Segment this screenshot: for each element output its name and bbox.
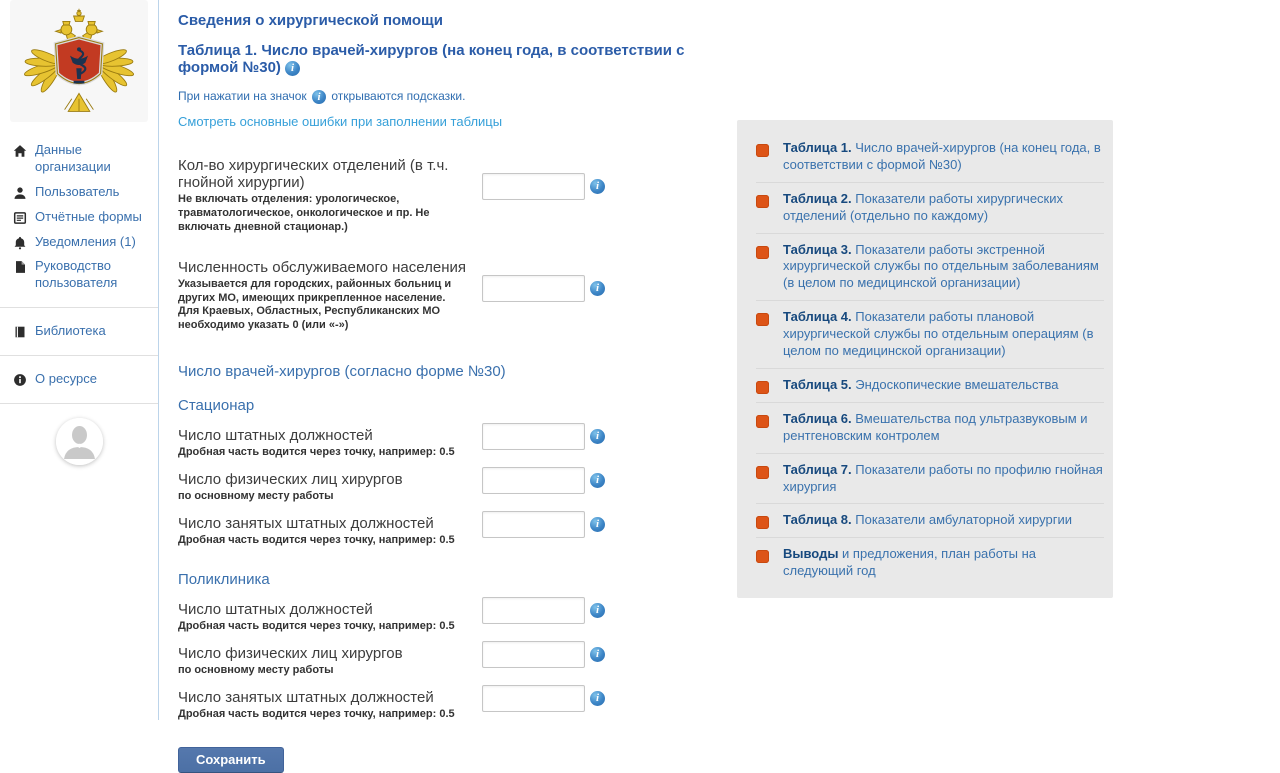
- group-title-stationar: Стационар: [178, 397, 255, 415]
- info-icon: i: [312, 90, 326, 104]
- field-label: Число занятых штатных должностей: [178, 688, 434, 706]
- sidebar-item-about[interactable]: [0, 367, 158, 392]
- panel-item-label: Таблица 8. Показатели амбулаторной хирургии: [783, 512, 1073, 528]
- main-content: [159, 0, 719, 768]
- panel-separator: [756, 182, 1104, 183]
- info-icon[interactable]: i: [590, 281, 605, 296]
- field-input-group: [482, 641, 605, 678]
- field-input-group: [482, 423, 605, 460]
- field-label-block: [178, 515, 482, 548]
- field-label: Кол-во хирургических отделений (в т.ч. гнойной хирургии): [178, 156, 449, 191]
- table-1-title: [178, 42, 719, 76]
- orange-bullet-icon: [756, 313, 769, 326]
- home-icon: [13, 144, 27, 158]
- field-label-block: [178, 601, 482, 634]
- sidebar-item-label: Отчётные формы: [35, 208, 142, 224]
- person-silhouette-icon: [56, 418, 103, 465]
- panel-item-label: Таблица 5. Эндоскопические вмешательства: [783, 376, 1059, 392]
- panel-item-table-4[interactable]: [737, 303, 1113, 366]
- stationar-staff-positions-input[interactable]: [482, 423, 585, 450]
- panel-item-table-1[interactable]: [737, 134, 1113, 180]
- field-label-block: [178, 689, 482, 722]
- policlinic-staff-positions-input[interactable]: [482, 597, 585, 624]
- panel-separator: [756, 233, 1104, 234]
- orange-bullet-icon: [756, 381, 769, 394]
- sidebar-main-menu: [0, 138, 158, 296]
- field-hint: Дробная часть водится через точку, например: 0.5: [178, 534, 455, 547]
- stationar-physical-surgeons-input[interactable]: [482, 467, 585, 494]
- field-hint: по основному месту работы: [178, 664, 334, 677]
- sidebar-item-notifications[interactable]: [0, 230, 158, 255]
- sidebar: [0, 0, 159, 720]
- sidebar-item-library[interactable]: [0, 319, 158, 344]
- form-row-policlinic-staff-positions: [178, 601, 719, 634]
- field-label: Численность обслуживаемого населения: [178, 258, 466, 276]
- orange-bullet-icon: [756, 195, 769, 208]
- surgeons-count-section-title: Число врачей-хирургов (согласно форме №30): [178, 363, 506, 381]
- panel-separator: [756, 402, 1104, 403]
- panel-item-table-8[interactable]: [737, 506, 1113, 535]
- panel-item-label: Выводы и предложения, план работы на следующий год: [783, 546, 1036, 579]
- panel-item-label: Таблица 2. Показатели работы хирургических отделений (отдельно по каждому): [783, 190, 1063, 223]
- sidebar-item-label: Данные организации: [35, 142, 111, 174]
- field-hint: Дробная часть водится через точку, например: 0.5: [178, 707, 455, 720]
- tip-text-before: При нажатии на значок: [178, 89, 307, 103]
- user-avatar[interactable]: [56, 418, 103, 465]
- field-label: Число штатных должностей: [178, 600, 373, 618]
- field-label: Число штатных должностей: [178, 427, 373, 445]
- ministry-of-health-emblem: [10, 0, 148, 122]
- save-button[interactable]: Сохранить: [178, 747, 284, 773]
- sidebar-item-report-forms[interactable]: [0, 205, 158, 230]
- stationar-occupied-positions-input[interactable]: [482, 511, 585, 538]
- sidebar-item-label: Руководство пользователя: [35, 258, 118, 291]
- page-title: Сведения о хирургической помощи: [178, 12, 443, 29]
- field-label: Число физических лиц хирургов: [178, 644, 403, 662]
- panel-item-table-5[interactable]: [737, 371, 1113, 400]
- sidebar-item-label: Уведомления (1): [35, 233, 136, 249]
- panel-item-table-7[interactable]: [737, 456, 1113, 502]
- sidebar-about-menu: [0, 367, 158, 392]
- tables-navigation-panel: [737, 120, 1113, 598]
- form-groups: [178, 397, 719, 722]
- form-top-rows: [178, 157, 719, 333]
- orange-bullet-icon: [756, 466, 769, 479]
- sidebar-library-menu: [0, 319, 158, 344]
- form-row-policlinic-occupied-positions: [178, 689, 719, 722]
- info-icon[interactable]: i: [590, 603, 605, 618]
- field-hint: Дробная часть водится через точку, например: 0.5: [178, 446, 455, 459]
- user-icon: [13, 186, 27, 200]
- policlinic-occupied-positions-input[interactable]: [482, 685, 585, 712]
- sidebar-item-label: Пользователь: [35, 183, 120, 199]
- field-label: Число физических лиц хирургов: [178, 471, 403, 489]
- panel-item-label: Таблица 7. Показатели работы по профилю гнойная хирургия: [783, 461, 1103, 494]
- panel-item-table-2[interactable]: [737, 185, 1113, 231]
- form-row-surgical-departments-count: [178, 157, 719, 235]
- info-icon: [13, 373, 27, 387]
- field-label: Число занятых штатных должностей: [178, 515, 434, 533]
- field-input-group: [482, 467, 605, 504]
- sidebar-item-label: Библиотека: [35, 323, 106, 339]
- info-icon[interactable]: i: [590, 647, 605, 662]
- guide-icon: [13, 260, 27, 274]
- common-errors-link[interactable]: Смотреть основные ошибки при заполнении таблицы: [178, 113, 503, 129]
- form-row-stationar-occupied-positions: [178, 515, 719, 548]
- book-icon: [13, 325, 27, 339]
- field-input-group: [482, 685, 605, 722]
- form-row-served-population: [178, 259, 719, 334]
- policlinic-physical-surgeons-input[interactable]: [482, 641, 585, 668]
- field-label-block: [178, 471, 482, 504]
- orange-bullet-icon: [756, 415, 769, 428]
- info-icon[interactable]: i: [590, 473, 605, 488]
- panel-item-label: Таблица 4. Показатели работы плановой хирургической службы по отдельным операциям (в целом по медицинской организации): [783, 309, 1094, 359]
- info-icon[interactable]: i: [590, 517, 605, 532]
- sidebar-divider: [0, 355, 158, 356]
- orange-bullet-icon: [756, 516, 769, 529]
- panel-separator: [756, 453, 1104, 454]
- orange-bullet-icon: [756, 144, 769, 157]
- field-label-block: [178, 645, 482, 678]
- info-icon[interactable]: i: [590, 179, 605, 194]
- sidebar-item-user-guide[interactable]: [0, 254, 158, 296]
- field-hint: Не включать отделения: урологическое, травматологическое, онкологическое и пр. Не включать дневной стационар.): [178, 193, 430, 233]
- tooltip-tip-line: [178, 89, 719, 104]
- table-1-title-text: Таблица 1. Число врачей-хирургов (на конец года, в соответствии с формой №30): [178, 42, 685, 76]
- panel-separator: [756, 300, 1104, 301]
- panel-item-label: Таблица 1. Число врачей-хирургов (на конец года, в соответствии с формой №30): [783, 140, 1101, 172]
- orange-bullet-icon: [756, 246, 769, 259]
- info-icon[interactable]: i: [285, 61, 300, 76]
- field-hint: по основному месту работы: [178, 490, 334, 503]
- field-hint: Дробная часть водится через точку, например: 0.5: [178, 620, 455, 633]
- sidebar-item-label: О ресурсе: [35, 371, 97, 387]
- field-hint: Указывается для городских, районных больниц и других МО, имеющих прикрепленное население. Для Краевых, Областных, Республиканских МО необходимо указать 0 (или «-»): [178, 277, 452, 332]
- form-row-policlinic-physical-surgeons: [178, 645, 719, 678]
- field-label-block: [178, 427, 482, 460]
- field-input-group: [482, 511, 605, 548]
- panel-separator: [756, 368, 1104, 369]
- report-icon: [13, 211, 27, 225]
- orange-bullet-icon: [756, 550, 769, 563]
- double-eagle-emblem-icon: [25, 5, 133, 117]
- info-icon[interactable]: i: [590, 429, 605, 444]
- field-label-block: [178, 259, 482, 334]
- panel-item-table-3[interactable]: [737, 236, 1113, 299]
- surgical-departments-count-input[interactable]: [482, 173, 585, 200]
- form-row-stationar-physical-surgeons: [178, 471, 719, 504]
- bell-icon: [13, 236, 27, 250]
- panel-item-table-6[interactable]: [737, 405, 1113, 451]
- sidebar-item-user[interactable]: [0, 180, 158, 205]
- field-input-group: [482, 275, 605, 334]
- form-row-stationar-staff-positions: [178, 427, 719, 460]
- panel-item-label: Таблица 6. Вмешательства под ультразвуковым и рентгеновским контролем: [783, 410, 1088, 443]
- panel-separator: [756, 503, 1104, 504]
- panel-separator: [756, 537, 1104, 538]
- panel-item-label: Таблица 3. Показатели работы экстренной хирургической службы по отдельным заболеваниям (в целом по медицинской организации): [783, 241, 1099, 291]
- info-icon[interactable]: i: [590, 691, 605, 706]
- sidebar-divider: [0, 307, 158, 308]
- panel-item-conclusions[interactable]: [737, 540, 1113, 586]
- sidebar-divider: [0, 403, 158, 404]
- field-input-group: [482, 173, 605, 235]
- served-population-input[interactable]: [482, 275, 585, 302]
- tip-text-after: открываются подсказки.: [331, 89, 466, 103]
- sidebar-item-org-data[interactable]: [0, 138, 158, 180]
- field-input-group: [482, 597, 605, 634]
- field-label-block: [178, 157, 482, 235]
- group-title-policlinic: Поликлиника: [178, 570, 270, 588]
